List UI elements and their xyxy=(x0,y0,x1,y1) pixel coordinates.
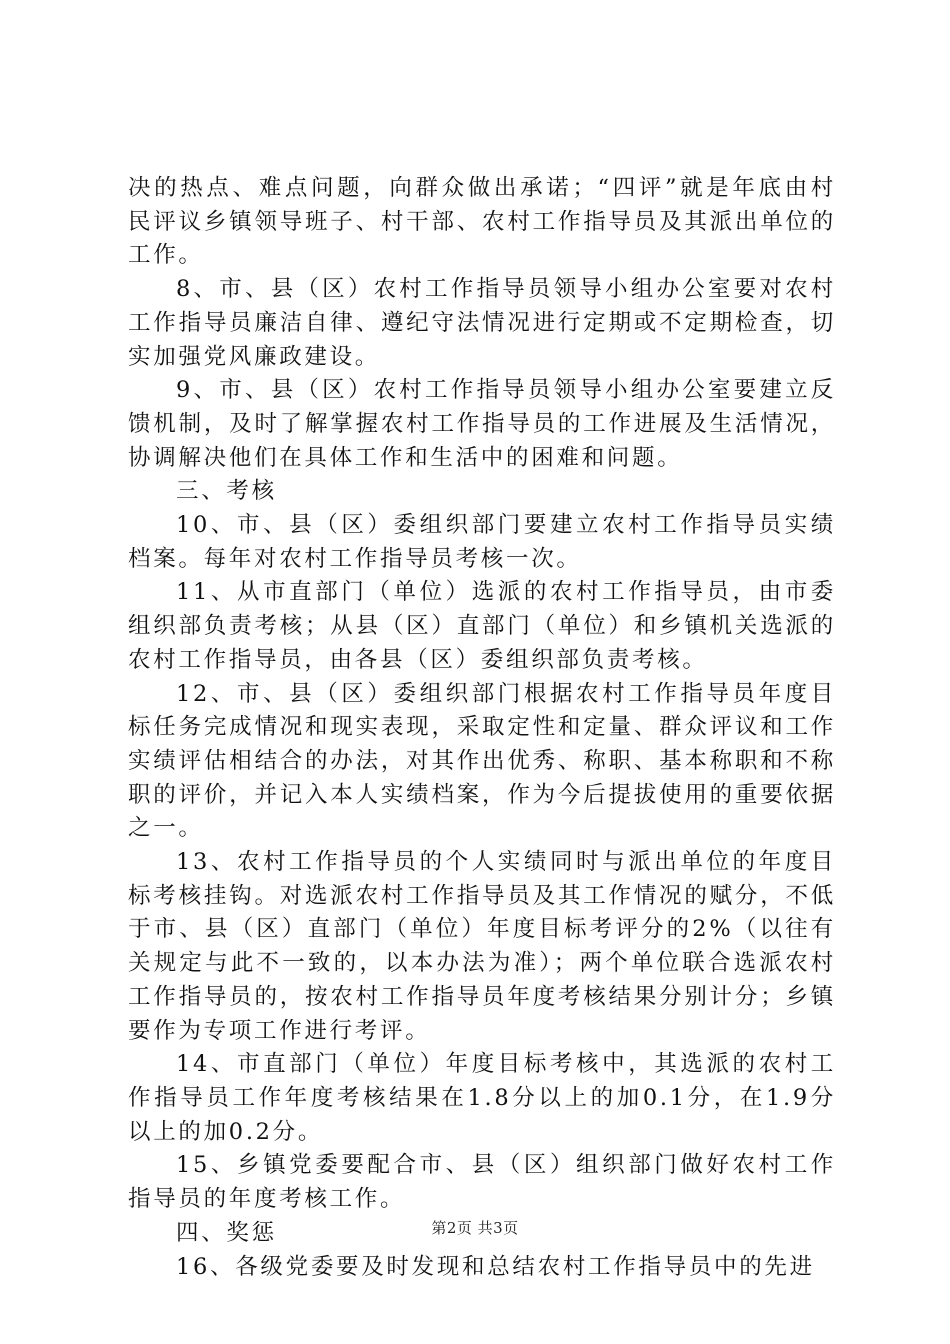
paragraph: 9、市、县（区）农村工作指导员领导小组办公室要建立反馈机制，及时了解掌握农村工作指导员的工作进展及生活情况，协调解决他们在具体工作和生活中的困难和问题。 xyxy=(128,377,836,471)
paragraph: 11、从市直部门（单位）选派的农村工作指导员，由市委组织部负责考核；从县（区）直部门（单位）和乡镇机关选派的农村工作指导员，由各县（区）委组织部负责考核。 xyxy=(128,579,836,673)
paragraph: 决的热点、难点问题，向群众做出承诺；“四评”就是年底由村民评议乡镇领导班子、村干部、农村工作指导员及其派出单位的工作。 xyxy=(128,175,836,269)
paragraph: 12、市、县（区）委组织部门根据农村工作指导员年度目标任务完成情况和现实表现，采取定性和定量、群众评议和工作实绩评估相结合的办法，对其作出优秀、称职、基本称职和不称职的评价，并记入本人实绩档案，作为今后提拔使用的重要依据之一。 xyxy=(128,680,836,842)
section-heading: 三、考核 xyxy=(176,478,277,505)
page-number: 第2页 共3页 xyxy=(431,1219,519,1237)
paragraph: 8、市、县（区）农村工作指导员领导小组办公室要对农村工作指导员廉洁自律、遵纪守法情况进行定期或不定期检查，切实加强党风廉政建设。 xyxy=(128,276,836,370)
paragraph: 13、农村工作指导员的个人实绩同时与派出单位的年度目标考核挂钩。对选派农村工作指导员及其工作情况的赋分，不低于市、县（区）直部门（单位）年度目标考评分的2%（以往有关规定与此不一致的，以本办法为准）；两个单位联合选派农村工作指导员的，按农村工作指导员年度考核结果分别计分；乡镇要作为专项工作进行考评。 xyxy=(128,849,836,1044)
paragraph: 14、市直部门（单位）年度目标考核中，其选派的农村工作指导员工作年度考核结果在1.8分以上的加0.1分，在1.9分以上的加0.2分。 xyxy=(128,1051,836,1145)
section-heading: 四、奖惩 xyxy=(176,1219,277,1246)
paragraph: 15、乡镇党委要配合市、县（区）组织部门做好农村工作指导员的年度考核工作。 xyxy=(128,1152,836,1213)
page-footer xyxy=(0,1218,950,1238)
document-body xyxy=(128,172,836,1284)
paragraph: 10、市、县（区）委组织部门要建立农村工作指导员实绩档案。每年对农村工作指导员考核一次。 xyxy=(128,512,836,572)
paragraph: 16、各级党委要及时发现和总结农村工作指导员中的先进 xyxy=(176,1253,815,1280)
